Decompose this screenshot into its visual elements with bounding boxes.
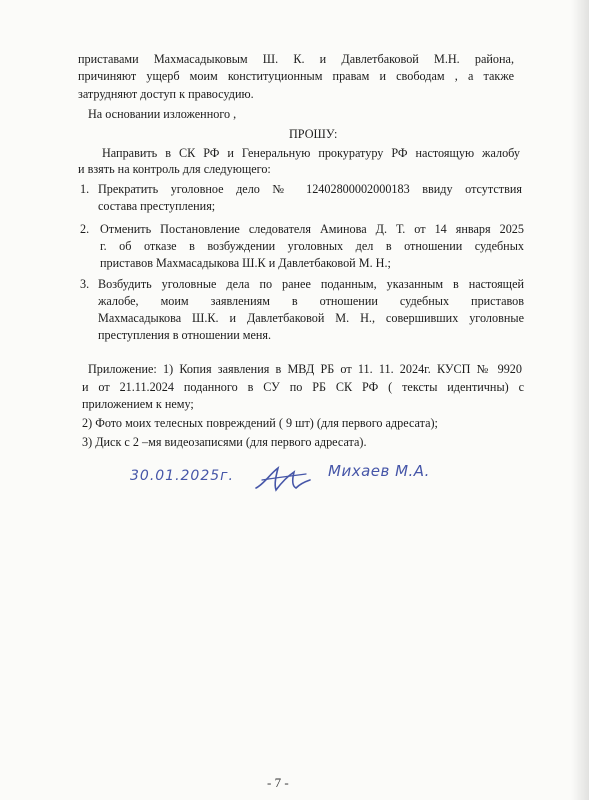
body-line: причиняют ущерб моим конституционным правам и свободам , а также (78, 69, 514, 83)
list-item-line: г. об отказе в возбуждении уголовных дел в отношении судебных (100, 239, 524, 253)
list-item-line: Прекратить уголовное дело № 12402800002000183 ввиду отсутствия (98, 182, 522, 196)
list-item-line: жалобе, моим заявлениям в отношении судебных приставов (98, 294, 524, 308)
signature-date: 30.01.2025г. (130, 468, 234, 484)
list-item-line: состава преступления; (98, 199, 216, 213)
body-line: На основании изложенного , (88, 107, 237, 121)
page-number: - 7 - (267, 775, 289, 790)
attachment-line: 2) Фото моих телесных повреждений ( 9 шт) (для первого адресата); (82, 416, 438, 430)
attachment-line: и от 21.11.2024 поданного в СУ по РБ СК РФ ( тексты идентичны) с (82, 380, 524, 394)
attachment-line: приложением к нему; (82, 397, 194, 411)
body-line: приставами Махмасадыковым Ш. К. и Давлетбаковой М.Н. района, (78, 52, 514, 66)
body-line: Направить в СК РФ и Генеральную прокуратуру РФ настоящую жалобу (102, 146, 520, 160)
list-item-line: приставов Махмасадыкова Ш.К и Давлетбаковой М. Н.; (100, 256, 391, 270)
list-item-line: преступления в отношении меня. (98, 328, 272, 342)
list-item-number: 3. (80, 277, 90, 291)
list-item-line: Отменить Постановление следователя Аминова Д. Т. от 14 января 2025 (100, 222, 524, 236)
list-item-line: Возбудить уголовные дела по ранее поданным, указанным в настоящей (98, 277, 524, 291)
handwritten-signature-block (126, 462, 466, 496)
list-item-line: Махмасадыкова Ш.К. и Давлетбаковой М. Н., совершивших уголовные (98, 311, 524, 325)
attachment-line: 3) Диск с 2 –мя видеозаписями (для первого адресата). (82, 435, 367, 449)
list-item-number: 2. (80, 222, 90, 236)
body-line: и взять на контроль для следующего: (78, 162, 271, 176)
attachment-line: Приложение: 1) Копия заявления в МВД РБ от 11. 11. 2024г. КУСП № 9920 (88, 362, 522, 376)
body-line: затрудняют доступ к правосудию. (78, 87, 254, 101)
list-item-number: 1. (80, 182, 90, 196)
signature-name: Михаев М.А. (328, 462, 430, 480)
signature-scribble-icon (252, 462, 314, 496)
request-heading: ПРОШУ: (289, 127, 338, 141)
page-edge-shadow (571, 0, 589, 800)
